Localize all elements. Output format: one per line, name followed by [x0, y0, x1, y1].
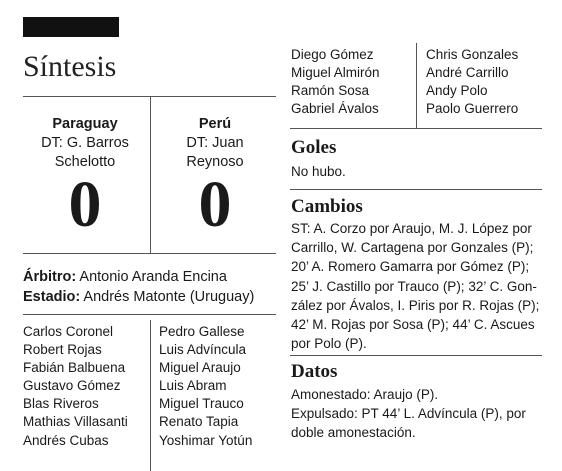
player-name: Miguel Almirón	[291, 65, 380, 81]
player-name: Mathias Villasanti	[23, 414, 128, 430]
goals-heading: Goles	[291, 137, 337, 158]
substitutions-line: 42’ M. Rojas por Sosa (P); 44’ C. Ascues	[291, 317, 535, 333]
referee-value: Antonio Aranda Encina	[76, 269, 227, 285]
player-name: Ramón Sosa	[291, 83, 370, 99]
home-lineup	[23, 323, 128, 450]
divider	[23, 253, 276, 254]
player-name: Andrés Cubas	[23, 432, 109, 448]
details-heading: Datos	[291, 361, 338, 382]
away-lineup	[159, 323, 252, 450]
player-name: André Carrillo	[426, 65, 509, 81]
substitutions-line: por Polo (P).	[291, 336, 367, 352]
home-team-name: Paraguay	[52, 116, 118, 132]
player-name: Fabián Balbuena	[23, 360, 126, 376]
player-name: Pedro Gallese	[159, 324, 245, 339]
divider	[290, 355, 542, 356]
stadium-label: Estadio:	[23, 289, 81, 305]
player-name: Carlos Coronel	[23, 324, 114, 339]
goals-text	[291, 162, 346, 181]
player-name: Miguel Trauco	[159, 396, 244, 412]
section-marker-bar	[23, 17, 119, 37]
player-name: Renato Tapia	[159, 414, 239, 430]
player-name: Miguel Araujo	[159, 360, 241, 376]
home-score: 0	[68, 168, 102, 241]
details-line: Amonestado: Araujo (P).	[291, 387, 439, 402]
away-team-name: Perú	[198, 116, 232, 132]
player-name: Paolo Guerrero	[426, 101, 519, 117]
player-name: Chris Gonzales	[426, 47, 519, 62]
player-name: Diego Gómez	[291, 47, 374, 62]
substitutions-line: zález por Ávalos, I. Piris por R. Rojas (P);	[291, 297, 540, 313]
details-line: Expulsado: PT 44’ L. Advíncula (P), por	[291, 406, 526, 422]
home-team-block	[22, 115, 148, 172]
divider	[290, 128, 542, 129]
substitutions-heading: Cambios	[291, 196, 363, 217]
details-text	[291, 385, 526, 443]
player-name: Andy Polo	[426, 83, 488, 99]
substitutions-line: 25’ J. Castillo por Trauco (P); 32’ C. Gon-	[291, 278, 537, 294]
player-name: Blas Riveros	[23, 396, 99, 412]
substitutions-line: 20’ A. Romero Gamarra por Gómez (P);	[291, 259, 530, 275]
player-name: Robert Rojas	[23, 342, 102, 358]
divider	[416, 43, 417, 128]
page-title: Síntesis	[23, 50, 117, 83]
substitutions-line: Carrillo, W. Cartagena por Gonzales (P);	[291, 240, 534, 256]
player-name: Luis Advíncula	[159, 342, 247, 358]
player-name: Yoshimar Yotún	[159, 432, 253, 448]
referee-label: Árbitro:	[23, 269, 77, 285]
away-score: 0	[198, 168, 232, 241]
substitutions-line: ST: A. Corzo por Araujo, M. J. López por	[291, 221, 532, 236]
player-name: Luis Abram	[159, 378, 227, 394]
divider	[150, 320, 151, 471]
home-coach-line2: Schelotto	[54, 154, 116, 170]
details-line: doble amonestación.	[291, 425, 416, 441]
stadium-line	[23, 288, 254, 307]
referee-line	[23, 268, 227, 287]
substitutions-text	[291, 219, 539, 353]
divider	[23, 314, 276, 315]
away-lineup-cont	[426, 46, 518, 118]
stadium-value: Andrés Matonte (Uruguay)	[80, 289, 255, 305]
away-coach-line2: Reynoso	[186, 154, 244, 170]
away-coach-line1: DT: Juan	[186, 135, 244, 151]
divider	[150, 96, 151, 253]
goals-line: No hubo.	[291, 164, 346, 179]
home-coach-line1: DT: G. Barros	[41, 135, 129, 151]
away-team-block	[152, 115, 278, 172]
player-name: Gabriel Ávalos	[291, 101, 379, 117]
home-lineup-cont	[291, 46, 380, 118]
divider	[290, 189, 542, 190]
player-name: Gustavo Gómez	[23, 378, 121, 394]
